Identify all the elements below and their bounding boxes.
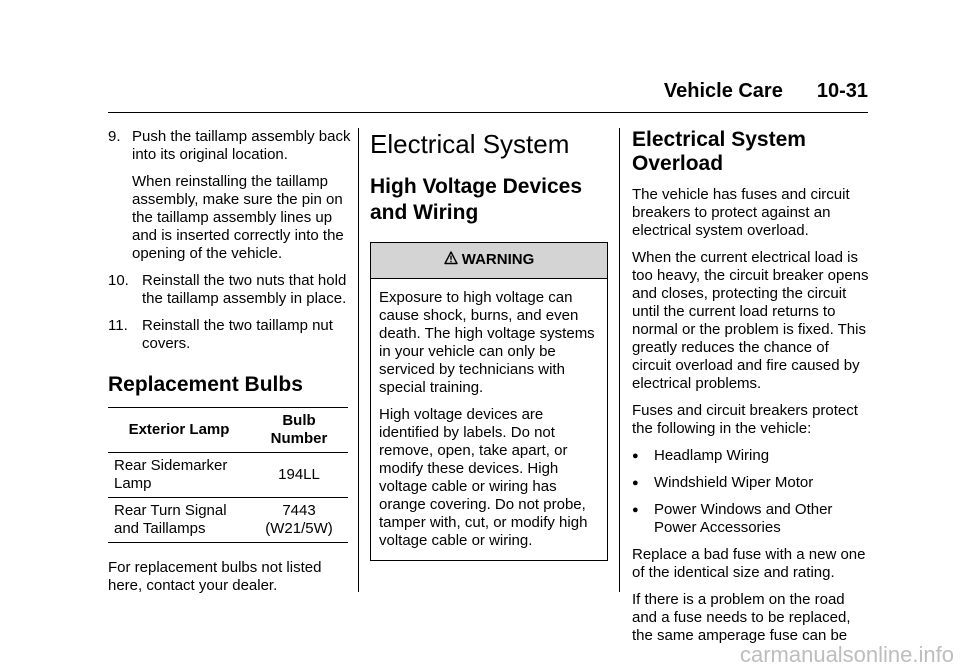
body-text: The vehicle has fuses and circuit breakers to protect against an electrical system overload. [632,186,850,239]
table-row [108,453,348,498]
column-divider [619,128,620,592]
step-item [108,317,352,353]
body-text: If there is a problem on the road and a fuse needs to be replaced, the same amperage fuse can be [632,591,851,644]
page-header [664,80,868,103]
section-title: Vehicle Care [663,80,783,102]
body-text: When the current electrical load is too heavy, the circuit breaker opens and closes, protecting the circuit until the current load returns to normal or the problem is fixed. This greatly reduces the chance of circuit overload and fire caused by electrical problems. [632,249,869,392]
table-header: Exterior Lamp [108,408,250,453]
list-item: ● Power Windows and Other Power Accessories [632,501,833,536]
step-number: 10. [108,272,129,289]
warning-box [370,242,608,561]
bullet-icon: ● [632,504,639,516]
body-text: Fuses and circuit breakers protect the following in the vehicle: [632,402,858,437]
warning-text: High voltage devices are identified by labels. Do not remove, open, take apart, or modify these devices. High voltage cable or wiring has orange covering. Do not probe, tamper with, cut, or modify high voltage cable or wiring. [379,406,588,549]
table-cell: Rear Sidemarker Lamp [108,453,250,498]
warning-header [371,243,607,279]
warning-label: WARNING [461,251,535,268]
body-text: Replace a bad fuse with a new one of the identical size and rating. [632,546,866,581]
page-number: 10-31 [816,80,868,102]
step-number: 9. [108,128,121,145]
warning-body [371,279,607,560]
table-row [108,498,348,543]
warning-text: Exposure to high voltage can cause shock, burns, and even death. The high voltage systems in your vehicle can only be serviced by technicians with special training. [379,289,595,396]
list-item: ● Headlamp Wiring [632,447,770,464]
steps-list [108,128,352,353]
subsection-heading: High Voltage Devices and Wiring [370,175,583,224]
header-rule [108,112,868,113]
table-cell: 7443 (W21/5W) [250,498,348,543]
table-cell: Rear Turn Signal and Taillamps [108,498,250,543]
step-number: 11. [108,317,128,334]
list-item: ● Windshield Wiper Motor [632,474,814,491]
step-text: Push the taillamp assembly back into its original location. [132,128,351,163]
column-left [108,128,352,610]
table-header: Bulb Number [250,408,348,453]
step-item [108,272,352,308]
column-middle [370,128,608,561]
bullet-icon: ● [632,477,639,489]
warning-icon [444,251,458,270]
step-text: When reinstalling the taillamp assembly, make sure the pin on the taillamp assembly lines up and is inserted correctly into the opening of the vehicle. [132,173,344,262]
column-divider [358,128,359,592]
bullet-list [632,447,872,537]
table-header-row [108,408,348,453]
step-text: Reinstall the two nuts that hold the taillamp assembly in place. [142,272,347,307]
section-heading: Replacement Bulbs [108,373,303,396]
watermark: carmanualsonline.info [739,642,954,667]
section-title-large: Electrical System [370,129,570,159]
step-item [108,128,352,263]
step-text: Reinstall the two taillamp nut covers. [142,317,333,352]
section-heading: Electrical System Overload [632,128,806,175]
bullet-icon: ● [632,450,639,462]
body-text: For replacement bulbs not listed here, contact your dealer. [108,559,322,594]
bulb-table [108,407,348,543]
column-right [632,128,872,654]
table-cell: 194LL [250,453,348,498]
